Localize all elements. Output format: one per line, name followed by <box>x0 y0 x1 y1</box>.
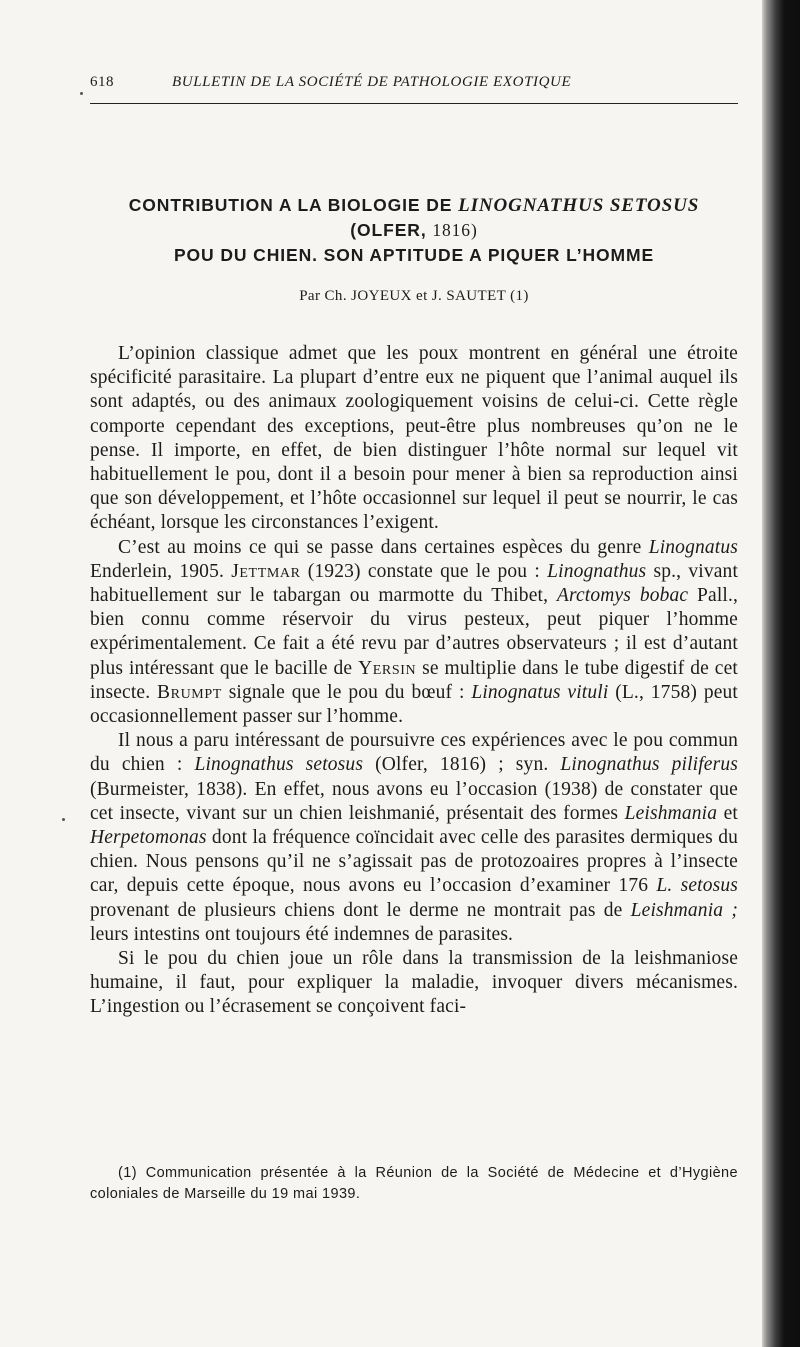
page-number: 618 <box>90 74 114 90</box>
author-name: Jettmar <box>231 560 301 582</box>
genus-name: Leishmania <box>624 802 718 824</box>
species-name: Linognathus <box>547 560 647 582</box>
title-part1: CONTRIBUTION A LA BIOLOGIE DE <box>128 195 453 215</box>
byline: Par Ch. JOYEUX et J. SAUTET (1) <box>299 288 529 304</box>
author-name: Yersin <box>358 657 417 679</box>
footnote-text: (1) Communication présentée à la Réunion de la Société de Médecine et d’Hygiène coloniales de Marseille du 19 mai 1939. <box>90 1165 738 1202</box>
genus-name: Linognatus <box>648 536 738 558</box>
footnote <box>90 1163 738 1205</box>
article-title <box>80 193 748 268</box>
genus-name: Leishmania ; <box>630 899 738 921</box>
paragraph-3: Il nous a paru intéressant de poursuivre ces expériences avec le pou commun du chien : Linognathus setosus (Olfer, 1816) ; syn. Linognathus piliferus (Burmeister, 1838). En effet, nous avons eu l’occasion (1938) de constater que cet insecte, vivant sur un chien leishmanié, présentait des formes Leishmania et Herpetomonas dont la fréquence coïncidait avec celle des parasites dermiques du chien. Nous pensons qu’il ne s’agissait pas de protozoaires propres à l’insecte car, depuis cette époque, nous avons eu l’occasion d’examiner 176 L. setosus provenant de plusieurs chiens dont le derme ne montrait pas de Leishmania ; leurs intestins ont toujours été indemnes de parasites. <box>90 730 739 945</box>
species-name: Arctomys bobac <box>556 585 689 607</box>
article-body <box>90 342 738 1020</box>
running-title: BULLETIN DE LA SOCIÉTÉ DE PATHOLOGIE EXOTIQUE <box>172 74 572 90</box>
paragraph-1: L’opinion classique admet que les poux montrent en général une étroite spécificité parasitaire. La plupart d’entre eux ne piquent que l’animal auquel ils sont adaptés, ou des animaux zoologiquement voisins de celui-ci. Cette règle comporte cependant des exceptions, peut-être plus nombreuses qu’on ne le pense. Il importe, en effet, de bien distinguer l’hôte normal sur lequel vit habituellement le pou, dont il a besoin pour mener à bien sa reproduction ainsi que son développement, et l’hôte occasionnel sur lequel il peut se nourrir, le cas échéant, lorsque les circonstances l’exigent. <box>90 343 738 534</box>
author-name: Brumpt <box>157 681 222 703</box>
species-name: Linognathus setosus <box>194 754 364 776</box>
title-line2: POU DU CHIEN. SON APTITUDE A PIQUER L’HOMME <box>173 245 655 265</box>
paragraph-2: C’est au moins ce qui se passe dans certaines espèces du genre Linognatus Enderlein, 1905. Jettmar (1923) constate que le pou : Linognathus sp., vivant habituellement sur le tabargan ou marmotte du Thibet, Arctomys bobac Pall., bien connu comme réservoir du virus pesteux, peut piquer l’homme expérimentalement. Ce fait a été revu par d’autres observateurs ; il est d’autant plus intéressant que le bacille de Yersin se multiplie dans le tube digestif de cet insecte. Brumpt signale que le pou du bœuf : Linognatus vituli (L., 1758) peut occasionnellement passer sur l’homme. <box>90 536 739 728</box>
title-authority: (OLFER, 1816) <box>350 220 478 240</box>
page-edge-shadow <box>762 0 800 1347</box>
genus-name: Herpetomonas <box>90 827 207 849</box>
print-speck <box>80 92 83 95</box>
paragraph-4: Si le pou du chien joue un rôle dans la transmission de la leishmaniose humaine, il faut, pour expliquer la maladie, invoquer divers mécanismes. L’ingestion ou l’écrasement se conçoivent faci- <box>90 948 738 1018</box>
species-name: Linognatus vituli <box>471 681 609 703</box>
print-speck <box>62 818 65 821</box>
species-name: Linognathus piliferus <box>560 754 738 776</box>
species-name: L. setosus <box>656 875 739 897</box>
title-species: LINOGNATHUS SETOSUS <box>458 195 700 216</box>
header-rule <box>90 103 738 104</box>
running-header <box>90 74 738 98</box>
